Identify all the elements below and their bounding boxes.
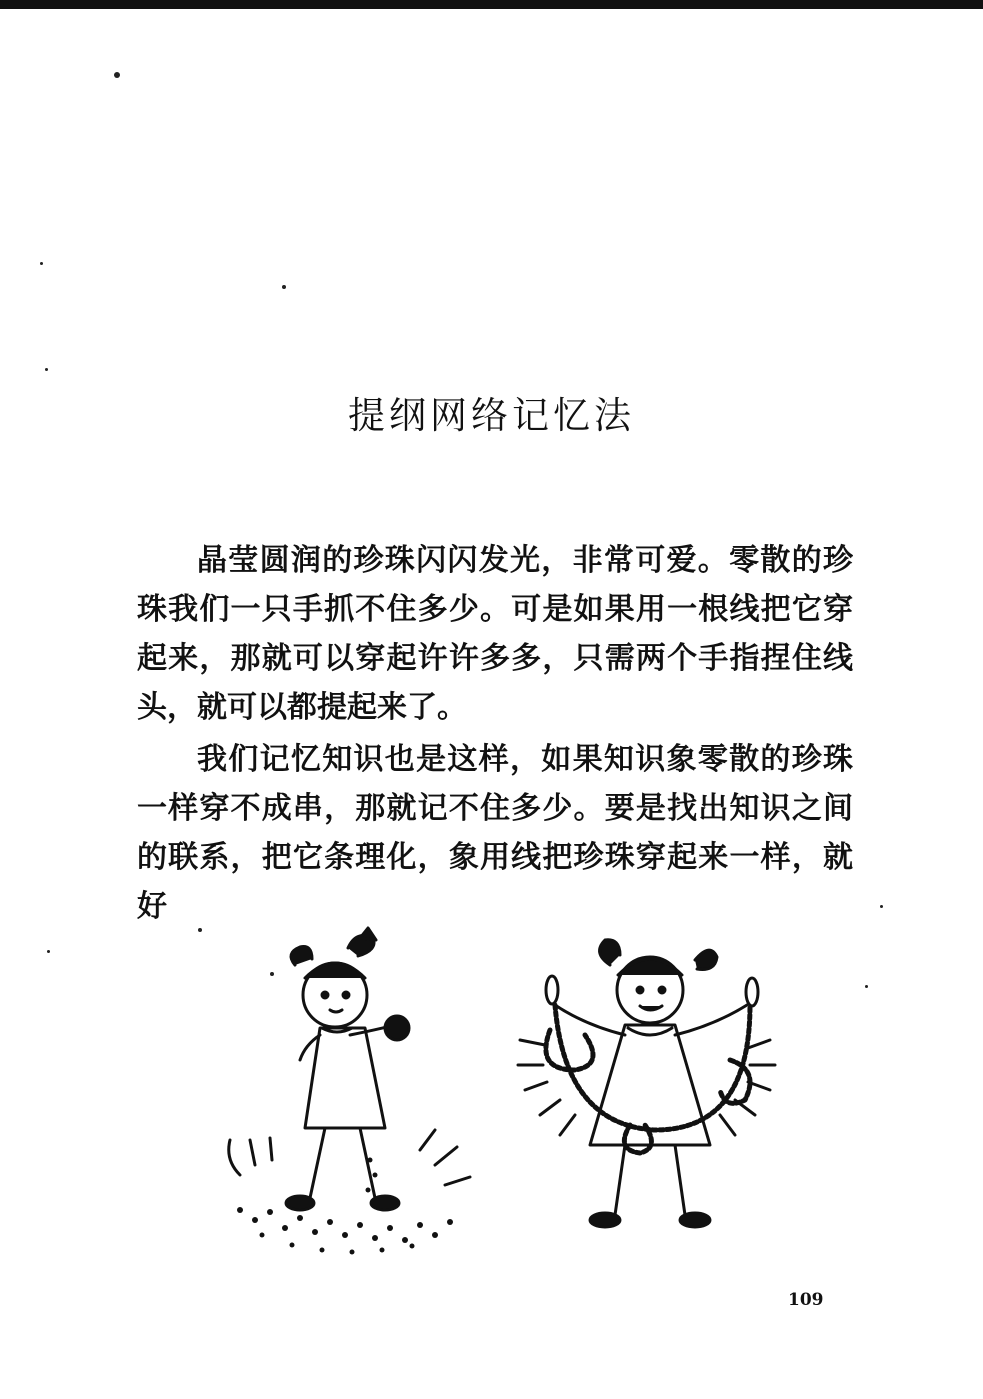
top-border-rule [0, 0, 983, 9]
scan-speck [45, 368, 48, 371]
scan-speck [282, 285, 286, 289]
body-text [137, 536, 853, 934]
page-number: 109 [788, 1290, 824, 1310]
scan-speck [114, 72, 120, 78]
paragraph-2: 我们记忆知识也是这样，如果知识象零散的珍珠一样穿不成串，那就记不住多少。要是找出知识之间的联系，把它条理化，象用线把珍珠穿起来一样，就好 [137, 742, 853, 924]
scan-speck [40, 262, 43, 265]
page-title: 提纲网络记忆法 [348, 394, 635, 437]
scan-speck [865, 985, 868, 988]
left-girl-figure [229, 928, 470, 1210]
paragraph-1: 晶莹圆润的珍珠闪闪发光，非常可爱。零散的珍珠我们一只手抓不住多少。可是如果用一根线把它穿起来，那就可以穿起许许多多，只需两个手指捏住线头，就可以都提起来了。 [137, 543, 853, 725]
scan-speck [47, 950, 50, 953]
girls-with-pearls-illustration [200, 910, 800, 1270]
scan-speck [880, 905, 883, 908]
scattered-pearls [237, 1158, 453, 1255]
